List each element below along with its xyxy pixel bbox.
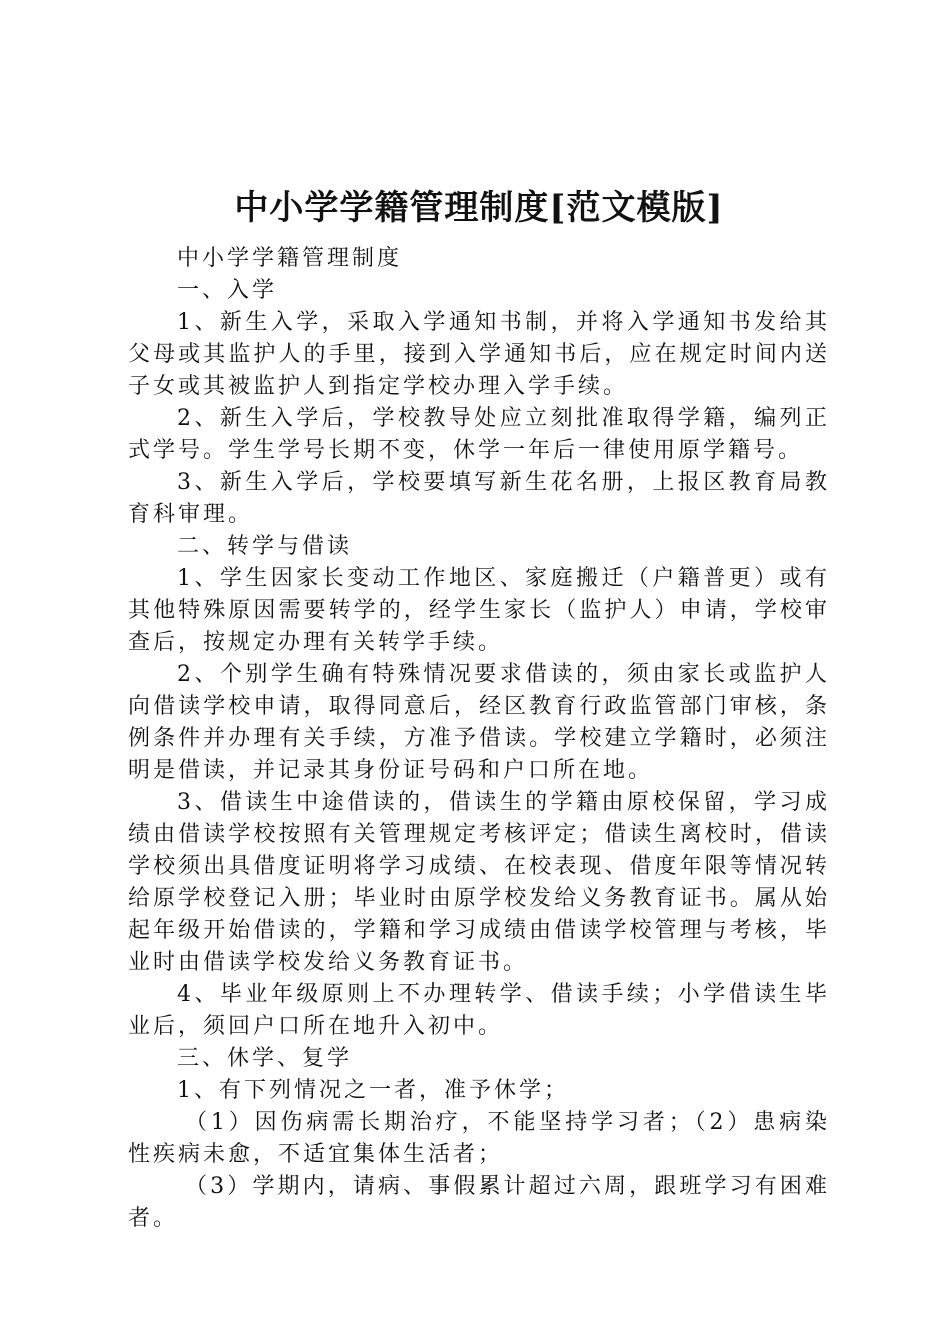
paragraph: 2、新生入学后，学校教导处应立刻批准取得学籍，编列正式学号。学生学号长期不变，休学一年后一律使用原学籍号。 xyxy=(128,406,830,463)
paragraph: 4、毕业年级原则上不办理转学、借读手续；小学借读生毕业后，须回户口所在地升入初中。 xyxy=(128,982,830,1039)
paragraph: （1）因伤病需长期治疗，不能坚持学习者；（2）患病染性疾病未愈，不适宜集体生活者； xyxy=(128,1110,830,1167)
paragraph: 1、有下列情况之一者，准予休学； xyxy=(177,1078,569,1103)
section-heading-suspension: 三、休学、复学 xyxy=(177,1046,353,1071)
paragraph: （3）学期内，请病、事假累计超过六周，跟班学习有困难者。 xyxy=(128,1174,830,1231)
paragraph: 1、学生因家长变动工作地区、家庭搬迁（户籍普更）或有其他特殊原因需要转学的，经学生家长（监护人）申请，学校审查后，按规定办理有关转学手续。 xyxy=(128,566,830,655)
paragraph: 1、新生入学，采取入学通知书制，并将入学通知书发给其父母或其监护人的手里，接到入学通知书后，应在规定时间内送子女或其被监护人到指定学校办理入学手续。 xyxy=(128,310,830,399)
paragraph: 3、新生入学后，学校要填写新生花名册，上报区教育局教育科审理。 xyxy=(128,470,830,527)
section-heading-enrollment: 一、入学 xyxy=(177,278,278,303)
section-heading-transfer: 二、转学与借读 xyxy=(177,534,353,559)
paragraph: 3、借读生中途借读的，借读生的学籍由原校保留，学习成绩由借读学校按照有关管理规定考核评定；借读生离校时，借读学校须出具借度证明将学习成绩、在校表现、借度年限等情况转给原学校登记入册；毕业时由原学校发给义务教育证书。属从始起年级开始借读的，学籍和学习成绩由借读学校管理与考核，毕业时由借读学校发给义务教育证书。 xyxy=(128,790,830,975)
paragraph: 2、个别学生确有特殊情况要求借读的，须由家长或监护人向借读学校申请，取得同意后，经区教育行政监管部门审核，条例条件并办理有关手续，方准予借读。学校建立学籍时，必须注明是借读，并记录其身份证号码和户口所在地。 xyxy=(128,662,830,783)
paragraph-subtitle: 中小学学籍管理制度 xyxy=(177,246,403,271)
document-title: 中小学学籍管理制度[范文模版] xyxy=(234,188,724,228)
document-page xyxy=(128,183,830,1235)
